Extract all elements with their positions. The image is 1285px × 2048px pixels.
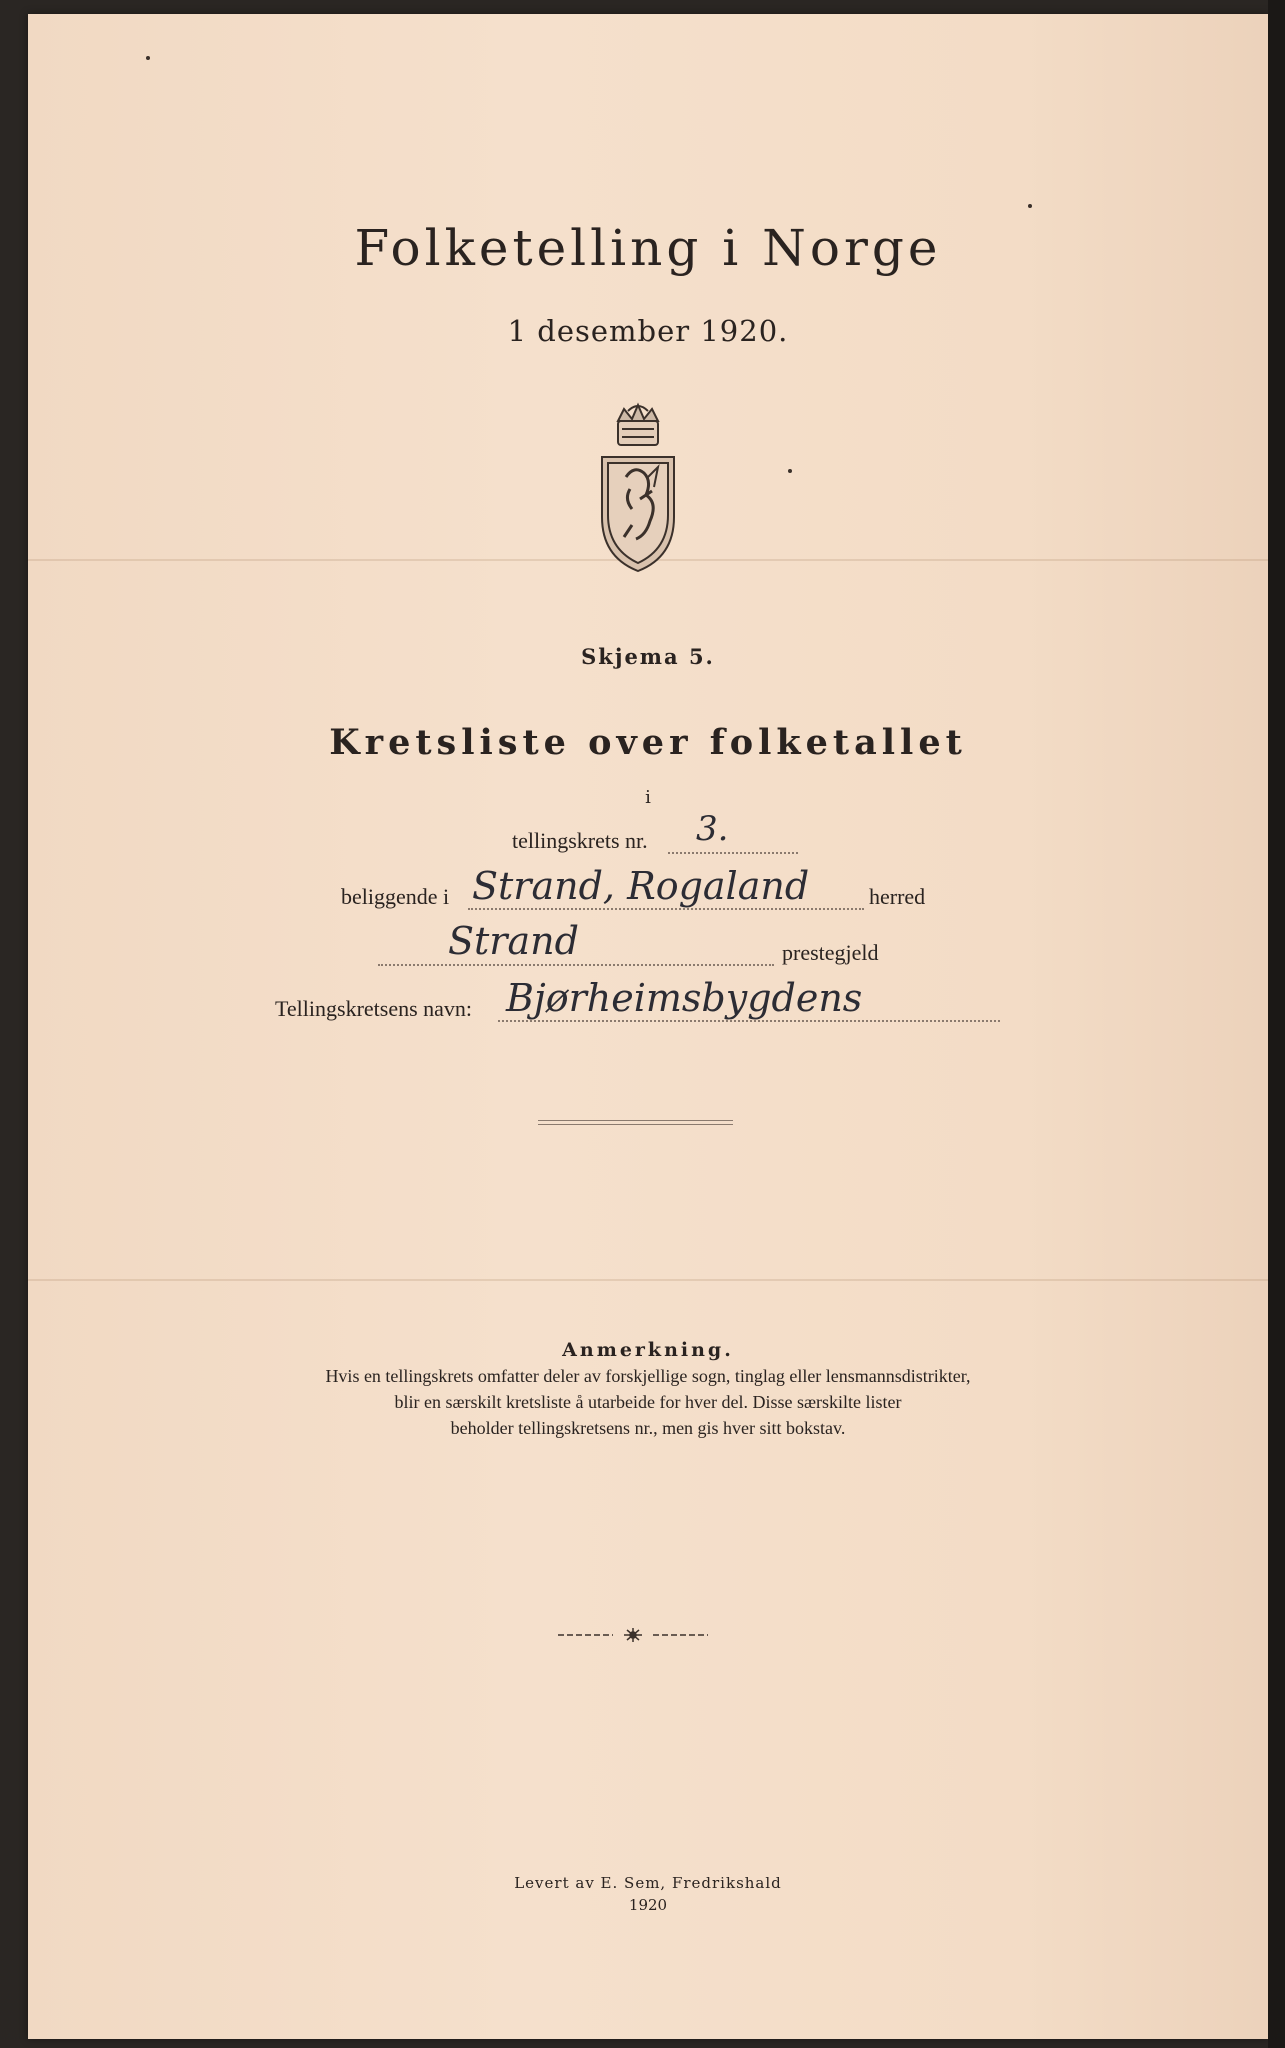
parish-value: Strand — [448, 919, 579, 963]
ink-spot — [146, 56, 150, 60]
district-number-field — [668, 852, 798, 854]
district-name-field — [498, 1020, 1000, 1022]
location-label: beliggende i — [341, 884, 450, 909]
location-value: Strand, Rogaland — [472, 864, 810, 908]
ornament-divider — [558, 1628, 708, 1642]
ink-spot — [788, 469, 792, 473]
location-field — [468, 908, 864, 910]
parish-label: prestegjeld — [782, 940, 879, 965]
preposition: i — [645, 787, 651, 808]
district-name-value: Bjørheimsbygdens — [506, 976, 863, 1020]
norwegian-coat-of-arms-icon — [588, 399, 688, 579]
divider — [538, 1120, 733, 1125]
printer-year: 1920 — [628, 1896, 668, 1914]
note-line: Hvis en tellingskrets omfatter deler av forskjellige sogn, tinglag eller lensmannsdistrikter, — [325, 1366, 971, 1386]
census-date: 1 desember 1920. — [507, 314, 789, 348]
ink-spot — [1028, 204, 1032, 208]
herred-label: herred — [869, 884, 926, 909]
fold-line — [28, 1279, 1268, 1281]
printer-imprint: Levert av E. Sem, Fredrikshald — [514, 1874, 782, 1892]
parish-field — [378, 964, 774, 966]
note-heading: Anmerkning. — [562, 1339, 734, 1361]
district-name-label: Tellingskretsens navn: — [275, 996, 473, 1021]
form-heading: Kretsliste over folketallet — [329, 722, 967, 763]
note-line: beholder tellingskretsens nr., men gis hver sitt bokstav. — [450, 1418, 846, 1438]
page-title: Folketelling i Norge — [354, 219, 942, 277]
district-number-label: tellingskrets nr. — [512, 828, 648, 853]
census-form-page — [28, 14, 1268, 2039]
scan-border — [1268, 0, 1285, 2048]
schema-label: Skjema 5. — [581, 644, 715, 669]
note-line: blir en særskilt kretsliste å utarbeide for hver del. Disse særskilte lister — [394, 1392, 902, 1412]
district-number-value: 3. — [696, 809, 729, 849]
